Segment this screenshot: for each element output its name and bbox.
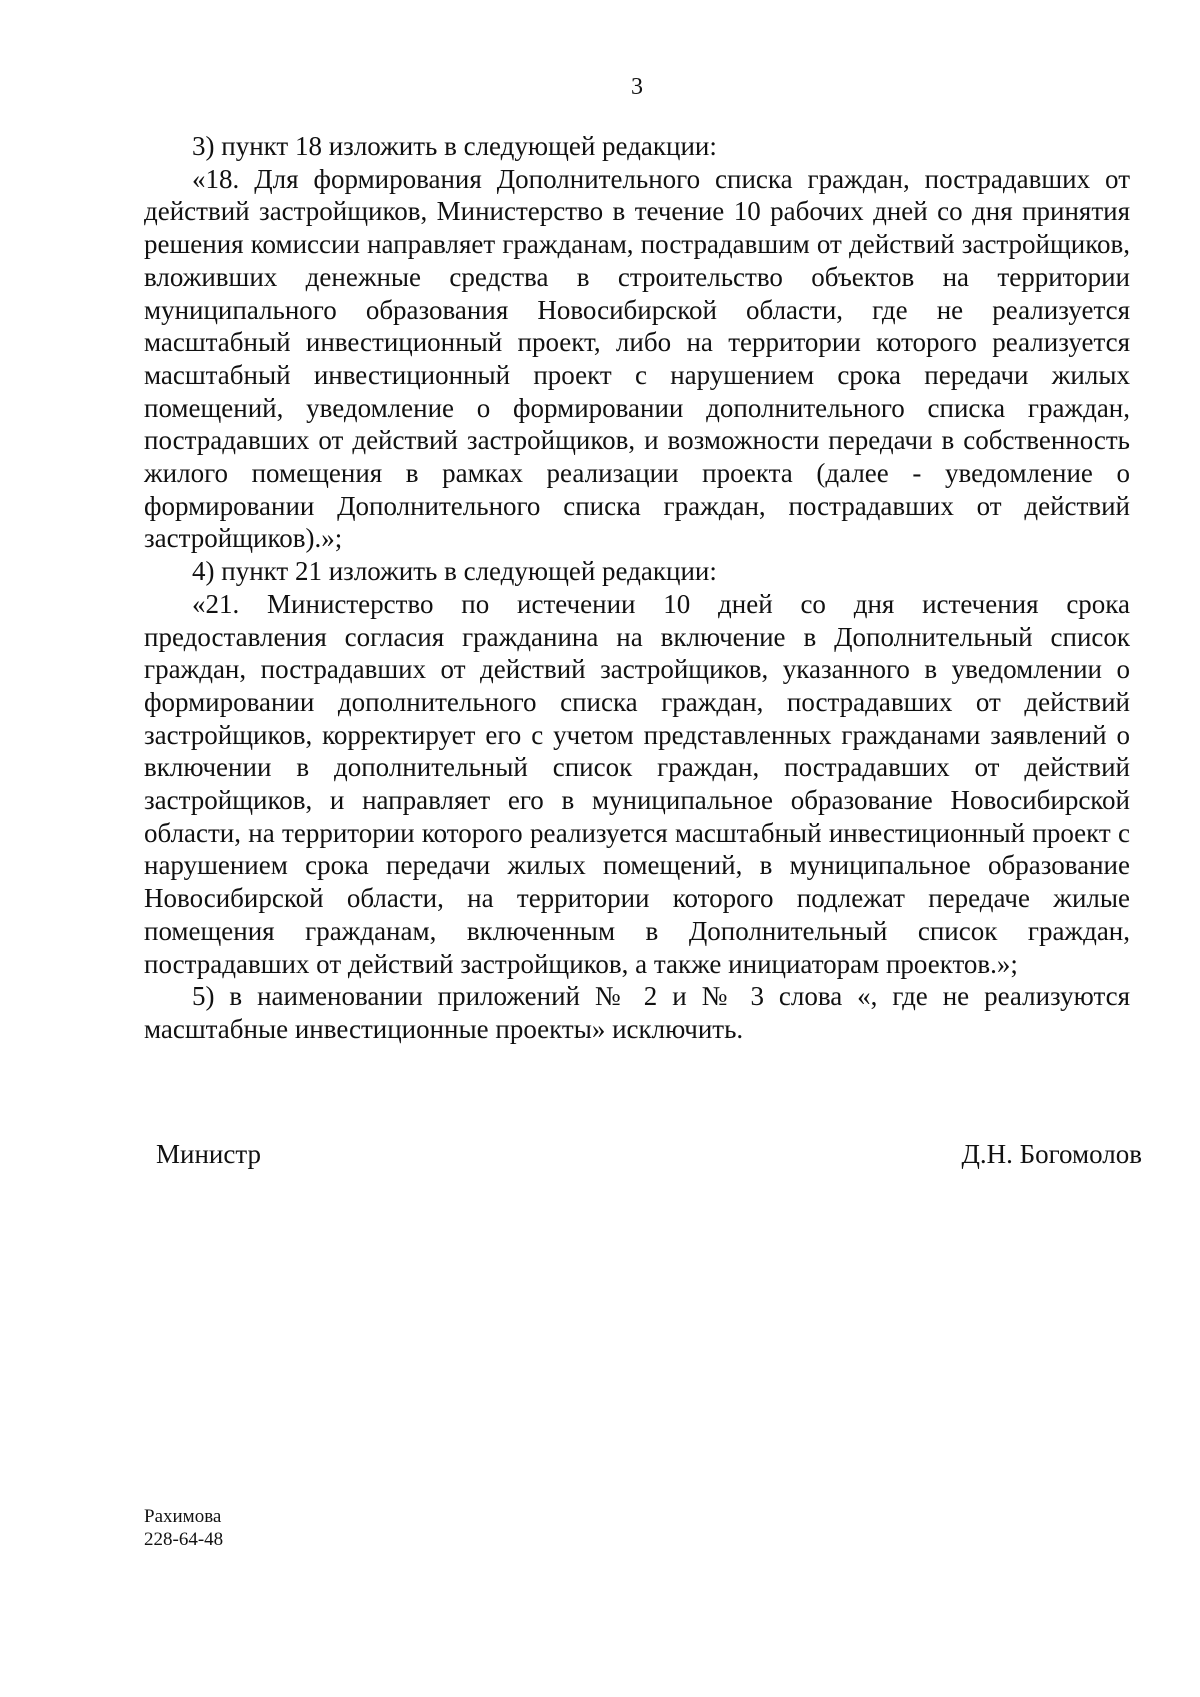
paragraph-amendment-21-intro: 4) пункт 21 изложить в следующей редакции: xyxy=(192,556,717,587)
executor-name: Рахимова xyxy=(144,1506,222,1527)
executor-block xyxy=(144,1505,223,1551)
document-body xyxy=(144,130,1130,1046)
paragraph-amendment-18-text: «18. Для формирования Дополнительного списка граждан, пострадавших от действий застройщиков, Министерство в течение 10 рабочих дней со дня принятия решения комиссии направляет гражданам, пострадавшим от действий застройщиков, вложивших денежные средства в строительство объектов на территории муниципального образования Новосибирской области, где не реализуется масштабный инвестиционный проект, либо на территории которого реализуется масштабный инвестиционный проект с нарушением срока передачи жилых помещений, уведомление о формировании дополнительного списка граждан, пострадавших от действий застройщиков, и возможности передачи в собственность жилого помещения в рамках реализации проекта (далее - уведомление о формировании Дополнительного списка граждан, пострадавших от действий застройщиков).»; xyxy=(144,163,1130,554)
page-number: 3 xyxy=(631,74,643,100)
signatory-title: Министр xyxy=(156,1139,261,1169)
signature-block xyxy=(156,1137,1142,1171)
paragraph-amendment-18-intro: 3) пункт 18 изложить в следующей редакции: xyxy=(192,131,717,161)
signatory-name: Д.Н. Богомолов xyxy=(961,1139,1142,1169)
paragraph-amendment-appendices: 5) в наименовании приложений № 2 и № 3 слова «, где не реализуются масштабные инвестиционные проекты» исключить. xyxy=(144,981,1130,1044)
paragraph-amendment-21-text: «21. Министерство по истечении 10 дней со дня истечения срока предоставления согласия гражданина на включение в Дополнительный список граждан, пострадавших от действий застройщиков, указанного в уведомлении о формировании дополнительного списка граждан, пострадавших от действий застройщиков, корректирует его с учетом представленных гражданами заявлений о включении в дополнительный список граждан, пострадавших от действий застройщиков, и направляет его в муниципальное образование Новосибирской области, на территории которого реализуется масштабный инвестиционный проект с нарушением срока передачи жилых помещений, в муниципальное образование Новосибирской области, на территории которого подлежат передаче жилые помещения гражданам, включенным в Дополнительный список граждан, пострадавших от действий застройщиков, а также инициаторам проектов.»; xyxy=(144,588,1130,979)
executor-phone: 228-64-48 xyxy=(144,1529,224,1550)
